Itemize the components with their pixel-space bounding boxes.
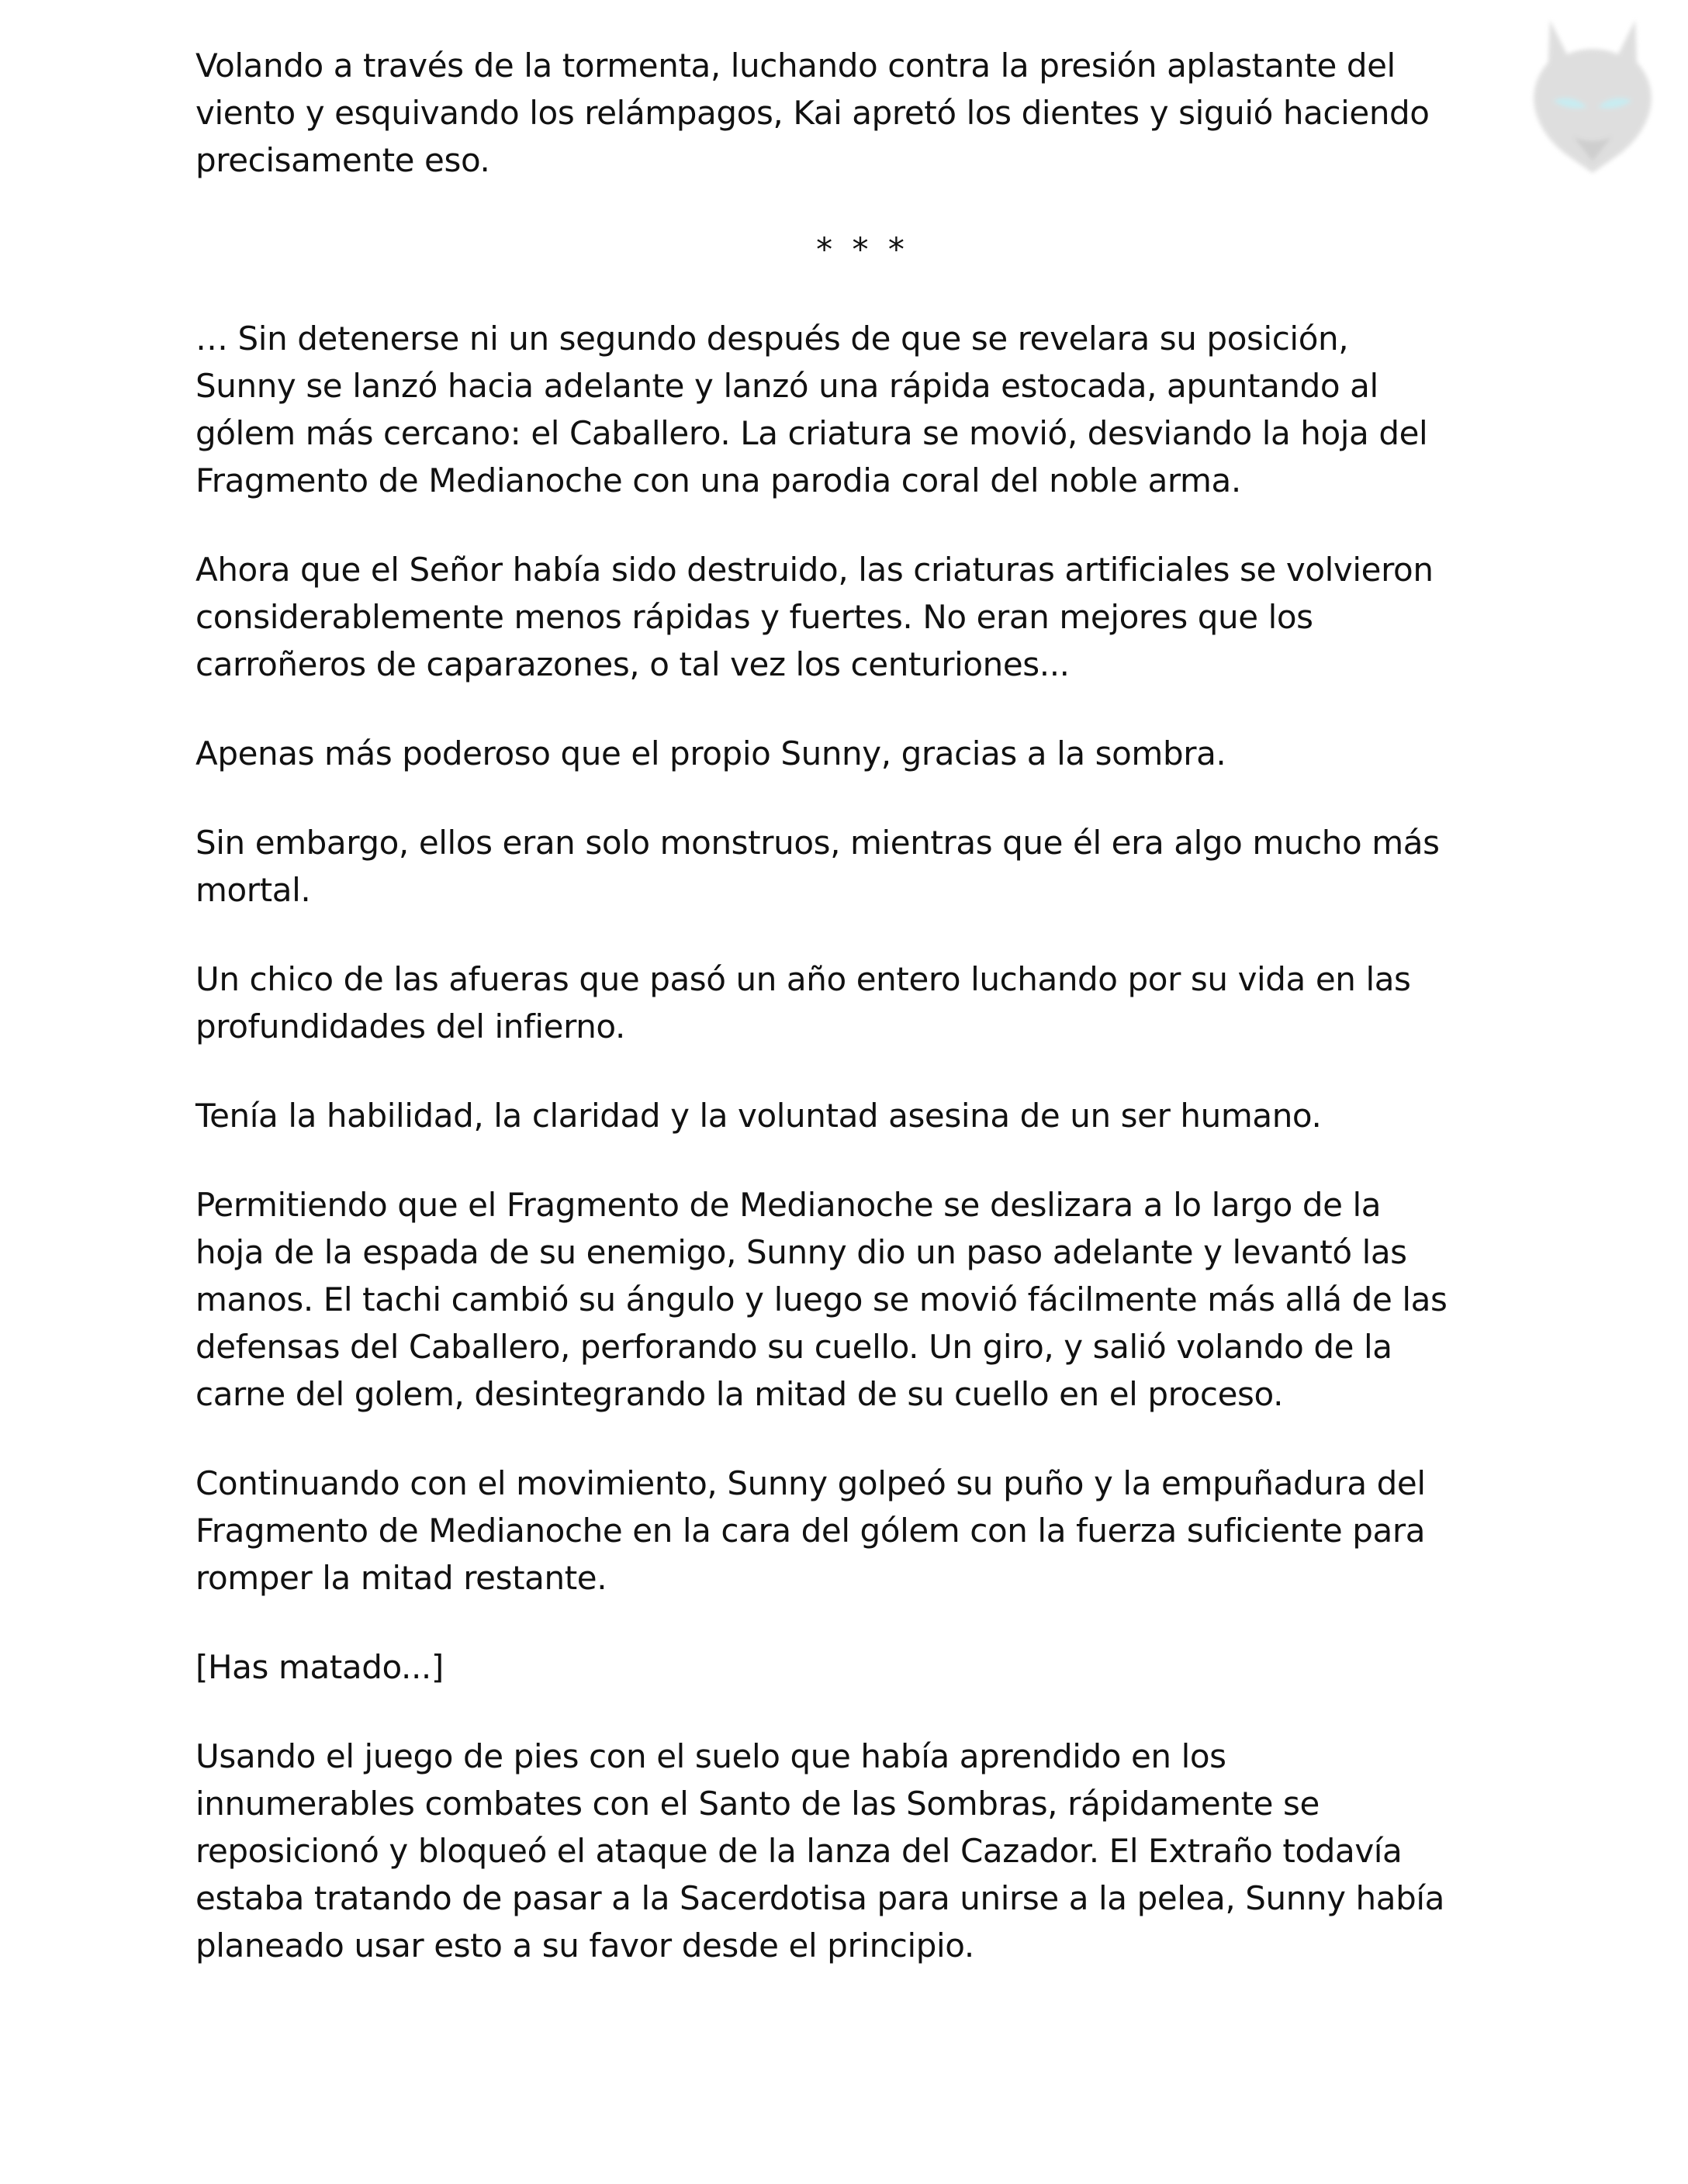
- paragraph: Tenía la habilidad, la claridad y la voluntad asesina de un ser humano.: [195, 1097, 1322, 1135]
- paragraph: Continuando con el movimiento, Sunny golpeó su puño y la empuñadura del Fragmento de Medianoche en la cara del gólem con la fuerza suficiente para romper la mitad restante.: [195, 1464, 1426, 1597]
- paragraph: Ahora que el Señor había sido destruido, las criaturas artificiales se volvieron considerablemente menos rápidas y fuertes. No eran mejores que los carroñeros de caparazones, o tal vez los centuriones...: [195, 551, 1434, 683]
- paragraph: Apenas más poderoso que el propio Sunny, gracias a la sombra.: [195, 734, 1226, 772]
- demon-head-logo-icon: [1519, 14, 1666, 177]
- document-body: [195, 42, 1530, 2011]
- paragraph: Un chico de las afueras que pasó un año entero luchando por su vida en las profundidades del infierno.: [195, 960, 1411, 1045]
- paragraph: Permitiendo que el Fragmento de Medianoche se deslizara a lo largo de la hoja de la espada de su enemigo, Sunny dio un paso adelante y levantó las manos. El tachi cambió su ángulo y luego se movió fácilmente más allá de las defensas del Caballero, perforando su cuello. Un giro, y salió volando de la carne del golem, desintegrando la mitad de su cuello en el proceso.: [195, 1186, 1448, 1413]
- paragraph: Volando a través de la tormenta, luchando contra la presión aplastante del viento y esquivando los relámpagos, Kai apretó los dientes y siguió haciendo precisamente eso.: [195, 47, 1430, 179]
- paragraph: Sin embargo, ellos eran solo monstruos, mientras que él era algo mucho más mortal.: [195, 824, 1440, 909]
- paragraph: … Sin detenerse ni un segundo después de que se revelara su posición, Sunny se lanzó hacia adelante y lanzó una rápida estocada, apuntando al gólem más cercano: el Caballero. La criatura se movió, desviando la hoja del Fragmento de Medianoche con una parodia coral del noble arma.: [195, 320, 1428, 499]
- system-message: [Has matado...]: [195, 1648, 444, 1686]
- paragraph: Usando el juego de pies con el suelo que había aprendido en los innumerables combates con el Santo de las Sombras, rápidamente se reposicionó y bloqueó el ataque de la lanza del Cazador. El Extraño todavía estaba tratando de pasar a la Sacerdotisa para unirse a la pelea, Sunny había planeado usar esto a su favor desde el principio.: [195, 1737, 1444, 1965]
- scene-separator: * * *: [816, 230, 909, 268]
